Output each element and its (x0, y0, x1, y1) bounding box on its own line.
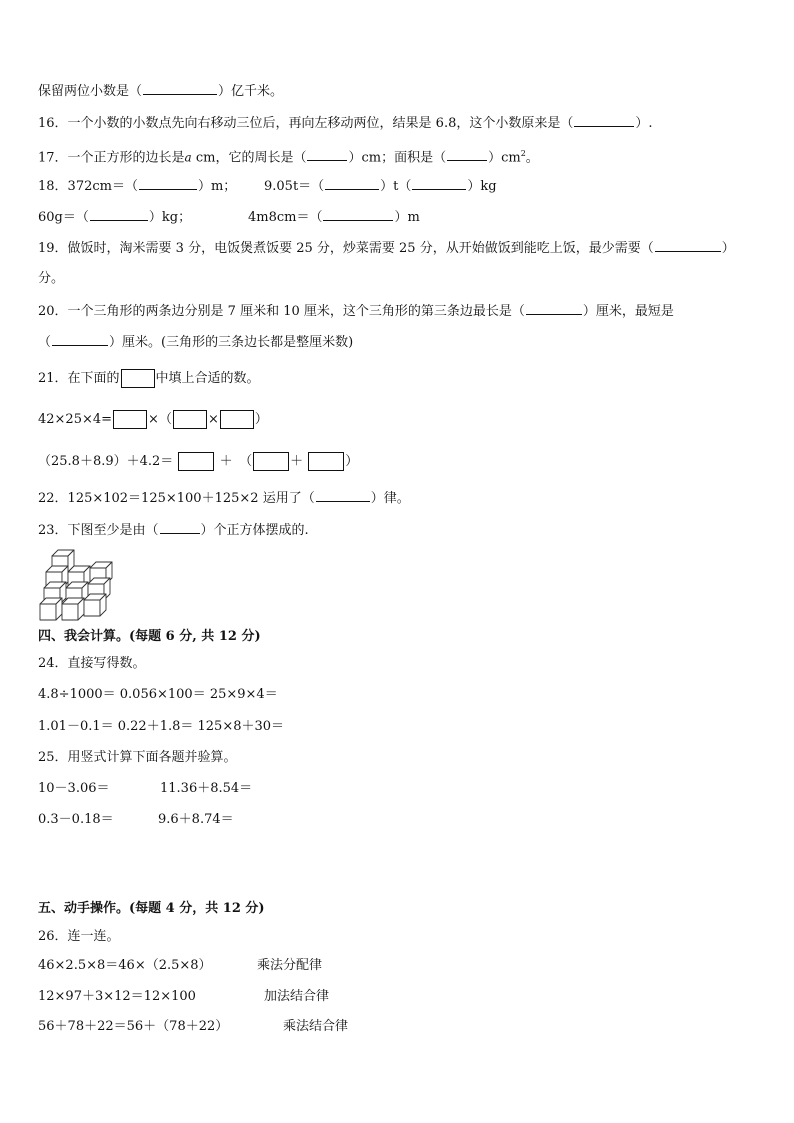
q18-blank-t[interactable] (325, 177, 379, 190)
q21-expr-2 (38, 452, 358, 471)
q18-text-c: 9.05t＝（ (264, 179, 325, 194)
q21-expr-1 (38, 410, 268, 429)
q18-line-2-right (248, 208, 420, 227)
q16-text-end: ）. (635, 116, 653, 131)
q17-variable: a (184, 150, 192, 165)
q18-text-i: ）m (394, 210, 420, 225)
q18-text-d: ）t（ (380, 179, 412, 194)
q25-c: 0.3－0.18＝ (38, 812, 114, 827)
q21-expr1-text: 42×25×4= (38, 412, 113, 427)
q16-answer-blank[interactable] (574, 114, 634, 127)
q21-box-1[interactable] (113, 410, 147, 429)
q18-line-2 (38, 208, 191, 227)
q21-expr2-text: （25.8＋8.9）＋4.2＝ (38, 454, 174, 469)
q24-row-1: 4.8÷1000＝ 0.056×100＝ 25×9×4＝ (38, 687, 278, 702)
q15-text-end: ）亿千米。 (218, 84, 284, 99)
q21-box-5[interactable] (253, 452, 289, 471)
q21-box-2[interactable] (173, 410, 207, 429)
q24-row-2: 1.01－0.1＝ 0.22＋1.8＝ 125×8＋30＝ (38, 719, 285, 734)
q26-left-3[interactable]: 56＋78＋22＝56＋（78＋22） (38, 1019, 229, 1034)
section-4-heading: 四、我会计算。(每题 6 分, 共 12 分) (38, 629, 261, 644)
q22-answer-blank[interactable] (316, 489, 370, 502)
q21-box-4[interactable] (178, 452, 214, 471)
q25-d: 9.6＋8.74＝ (158, 812, 234, 827)
q25-a: 10－3.06＝ (38, 781, 110, 796)
q17-text-c: ）cm；面积是（ (348, 150, 447, 166)
q18-line-1-right (264, 177, 497, 196)
q17-unit: cm (195, 150, 216, 166)
q20-min-blank[interactable] (52, 333, 108, 346)
q21-sample-box (121, 369, 155, 388)
q19-line-1 (38, 239, 735, 258)
q20-text-end: ）厘米。(三角形的三条边长都是整厘米数) (109, 335, 354, 350)
cube-bottom-1 (40, 598, 62, 620)
q17-perimeter-blank[interactable] (307, 148, 347, 161)
q17-text-b: ，它的周长是（ (215, 150, 307, 166)
q21-expr1-x: × (207, 412, 219, 427)
q20-line-1 (38, 302, 674, 321)
q22-text: 22．125×102＝125×100＋125×2 运用了（ (38, 491, 315, 506)
q23-text-end: ）个正方体摆成的. (200, 523, 309, 538)
q18-blank-kg[interactable] (412, 177, 466, 190)
q20-text: 20．一个三角形的两条边分别是 7 厘米和 10 厘米，这个三角形的第三条边最长是（ (38, 304, 525, 319)
q18-text-h: 4m8cm＝（ (248, 210, 323, 225)
q20-line-2 (38, 333, 353, 352)
q26-right-3[interactable]: 乘法结合律 (283, 1019, 349, 1034)
q26-right-1[interactable]: 乘法分配律 (257, 958, 323, 973)
q18-line-1 (38, 177, 236, 196)
q24-title: 24．直接写得数。 (38, 656, 146, 671)
q20-text-mid: ）厘米，最短是 (582, 304, 674, 319)
q21-expr2-close: ） (345, 454, 359, 469)
q15-answer-blank[interactable] (143, 82, 217, 95)
q18-blank-kg2[interactable] (90, 208, 148, 221)
q18-text-b: ）m； (197, 179, 237, 194)
q21-box-3[interactable] (220, 410, 254, 429)
q17-line (38, 145, 539, 167)
section-5-heading: 五、动手操作。(每题 4 分，共 12 分) (38, 901, 265, 916)
q21-text-end: 中填上合适的数。 (155, 371, 260, 386)
q17-area-blank[interactable] (447, 148, 487, 161)
q19-text: 19．做饭时，淘米需要 3 分，电饭煲煮饭要 25 分，炒菜需要 25 分，从开始做饭到能吃上饭，最少需要（ (38, 241, 654, 256)
cube-bottom-2 (62, 598, 84, 620)
q23-text: 23．下图至少是由（ (38, 523, 159, 538)
q21-box-6[interactable] (308, 452, 344, 471)
q21-expr2-plus2: ＋ (290, 454, 304, 469)
q18-text-e: ）kg (467, 179, 497, 194)
q17-text: 17．一个正方形的边长是 (38, 150, 185, 166)
q19-answer-blank[interactable] (655, 239, 721, 252)
q16-text: 16．一个小数的小数点先向右移动三位后，再向左移动两位，结果是 6.8，这个小数原来是（ (38, 116, 574, 131)
q18-text-f: 60g＝（ (38, 210, 89, 225)
q19-text-2: 分。 (38, 271, 65, 286)
q26-left-1[interactable]: 46×2.5×8＝46×（2.5×8） (38, 958, 212, 973)
q25-title: 25．用竖式计算下面各题并验算。 (38, 750, 237, 765)
q17-superscript: 2 (520, 149, 526, 158)
q21-text: 21．在下面的 (38, 371, 120, 386)
q19-text-end: ） (721, 241, 735, 256)
q18-blank-m2[interactable] (323, 208, 393, 221)
q21-expr1-times: ×（ (148, 412, 172, 427)
q16-line (38, 114, 653, 133)
q17-text-e: 。 (525, 150, 539, 166)
q26-left-2[interactable]: 12×97＋3×12＝12×100 (38, 989, 196, 1004)
q21-expr2-plus: ＋ （ (219, 454, 253, 469)
q25-b: 11.36＋8.54＝ (160, 781, 253, 796)
q20-max-blank[interactable] (526, 302, 582, 315)
q15-text: 保留两位小数是（ (38, 84, 143, 99)
q26-right-2[interactable]: 加法结合律 (264, 989, 330, 1004)
q17-text-d: ）cm (488, 150, 521, 166)
q23-line (38, 521, 309, 540)
q18-text: 18．372cm＝（ (38, 179, 138, 194)
q18-blank-m[interactable] (139, 177, 197, 190)
q22-text-end: ）律。 (370, 491, 410, 506)
cube-stack-figure (38, 546, 122, 624)
q15-line (38, 82, 283, 101)
q20-text-open: （ (38, 335, 52, 350)
q21-expr1-close: ） (254, 412, 268, 427)
q22-line (38, 489, 410, 508)
q21-title (38, 369, 260, 388)
cube-bottom-3 (84, 594, 106, 616)
q23-answer-blank[interactable] (160, 521, 200, 534)
q18-text-g: ）kg； (148, 210, 192, 225)
q19-line-2 (38, 270, 64, 288)
q26-title: 26．连一连。 (38, 929, 120, 944)
